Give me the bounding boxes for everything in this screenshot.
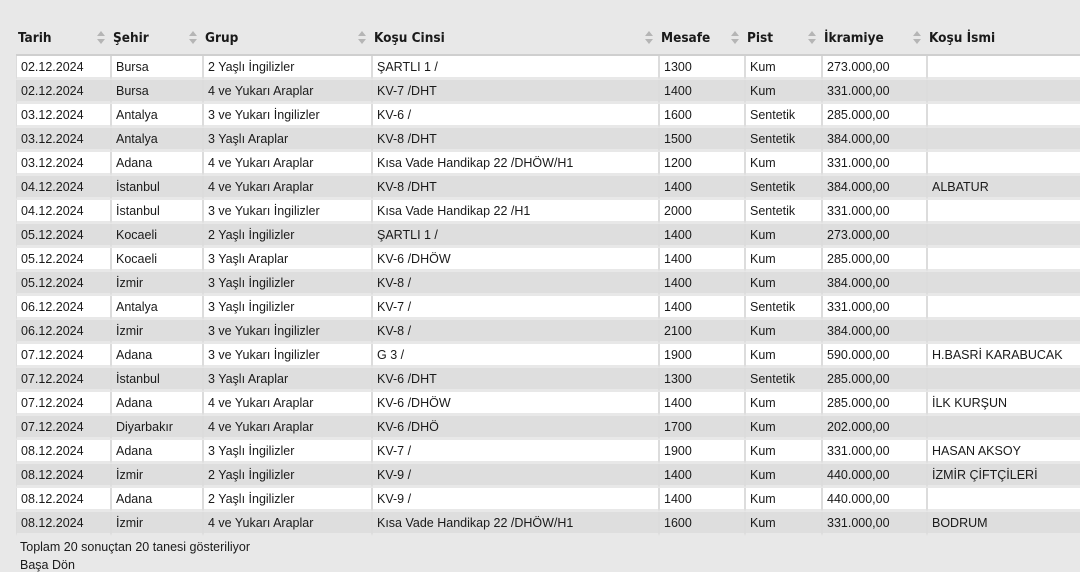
cell-city: Kocaeli xyxy=(111,248,203,272)
cell-group: 2 Yaşlı İngilizler xyxy=(203,56,372,80)
table-row xyxy=(16,512,1080,536)
cell-type: KV-8 / xyxy=(372,272,659,296)
sort-arrows-icon[interactable] xyxy=(97,31,105,45)
sort-arrows-icon[interactable] xyxy=(645,31,653,45)
table-row xyxy=(16,464,1080,488)
cell-track: Sentetik xyxy=(745,176,822,200)
cell-group: 3 Yaşlı Araplar xyxy=(203,248,372,272)
table-row xyxy=(16,128,1080,152)
cell-name xyxy=(927,296,1080,320)
cell-track: Kum xyxy=(745,488,822,512)
column-header-type[interactable] xyxy=(372,22,659,56)
table-row xyxy=(16,344,1080,368)
cell-distance: 2000 xyxy=(659,200,745,224)
cell-date: 05.12.2024 xyxy=(16,248,111,272)
cell-prize: 331.000,00 xyxy=(822,296,927,320)
column-header-city[interactable] xyxy=(111,22,203,56)
cell-distance: 1500 xyxy=(659,128,745,152)
cell-group: 4 ve Yukarı Araplar xyxy=(203,512,372,536)
cell-track: Kum xyxy=(745,344,822,368)
table-row xyxy=(16,368,1080,392)
table-row xyxy=(16,488,1080,512)
table-row xyxy=(16,248,1080,272)
cell-name: ALBATUR xyxy=(927,176,1080,200)
cell-group: 3 ve Yukarı İngilizler xyxy=(203,104,372,128)
cell-group: 4 ve Yukarı Araplar xyxy=(203,392,372,416)
cell-name xyxy=(927,200,1080,224)
column-header-label: İkramiye xyxy=(824,30,884,46)
cell-prize: 285.000,00 xyxy=(822,104,927,128)
column-header-distance[interactable] xyxy=(659,22,745,56)
cell-name xyxy=(927,416,1080,440)
cell-prize: 331.000,00 xyxy=(822,152,927,176)
cell-distance: 1700 xyxy=(659,416,745,440)
cell-date: 08.12.2024 xyxy=(16,488,111,512)
cell-type: KV-6 /DHÖW xyxy=(372,248,659,272)
cell-city: Adana xyxy=(111,344,203,368)
cell-date: 08.12.2024 xyxy=(16,512,111,536)
results-table xyxy=(16,22,1080,536)
cell-track: Sentetik xyxy=(745,200,822,224)
table-row xyxy=(16,80,1080,104)
cell-prize: 384.000,00 xyxy=(822,176,927,200)
cell-track: Sentetik xyxy=(745,104,822,128)
cell-group: 4 ve Yukarı Araplar xyxy=(203,416,372,440)
cell-prize: 384.000,00 xyxy=(822,272,927,296)
cell-group: 4 ve Yukarı Araplar xyxy=(203,176,372,200)
cell-prize: 384.000,00 xyxy=(822,320,927,344)
cell-date: 07.12.2024 xyxy=(16,368,111,392)
cell-group: 3 Yaşlı İngilizler xyxy=(203,272,372,296)
cell-track: Kum xyxy=(745,440,822,464)
cell-group: 2 Yaşlı İngilizler xyxy=(203,224,372,248)
cell-prize: 273.000,00 xyxy=(822,224,927,248)
cell-distance: 1400 xyxy=(659,488,745,512)
cell-distance: 1200 xyxy=(659,152,745,176)
sort-arrows-icon[interactable] xyxy=(731,31,739,45)
cell-city: Diyarbakır xyxy=(111,416,203,440)
cell-prize: 285.000,00 xyxy=(822,248,927,272)
cell-date: 08.12.2024 xyxy=(16,464,111,488)
cell-group: 3 Yaşlı Araplar xyxy=(203,128,372,152)
cell-date: 05.12.2024 xyxy=(16,224,111,248)
cell-date: 07.12.2024 xyxy=(16,344,111,368)
cell-name xyxy=(927,320,1080,344)
table-header xyxy=(16,22,1080,56)
cell-name xyxy=(927,248,1080,272)
cell-group: 3 Yaşlı İngilizler xyxy=(203,440,372,464)
cell-date: 04.12.2024 xyxy=(16,200,111,224)
cell-city: Bursa xyxy=(111,56,203,80)
cell-distance: 1400 xyxy=(659,392,745,416)
cell-type: Kısa Vade Handikap 22 /H1 xyxy=(372,200,659,224)
cell-type: KV-9 / xyxy=(372,488,659,512)
cell-name xyxy=(927,128,1080,152)
column-header-group[interactable] xyxy=(203,22,372,56)
cell-name xyxy=(927,152,1080,176)
results-info: Toplam 20 sonuçtan 20 tanesi gösteriliyor xyxy=(20,540,250,554)
cell-track: Kum xyxy=(745,416,822,440)
cell-date: 02.12.2024 xyxy=(16,80,111,104)
cell-distance: 1400 xyxy=(659,464,745,488)
cell-type: Kısa Vade Handikap 22 /DHÖW/H1 xyxy=(372,152,659,176)
cell-type: KV-8 /DHT xyxy=(372,176,659,200)
back-to-top-link[interactable]: Başa Dön xyxy=(20,558,75,572)
table-row xyxy=(16,224,1080,248)
cell-city: Antalya xyxy=(111,296,203,320)
cell-prize: 440.000,00 xyxy=(822,488,927,512)
cell-date: 06.12.2024 xyxy=(16,320,111,344)
cell-name: İZMİR ÇİFTÇİLERİ xyxy=(927,464,1080,488)
cell-track: Kum xyxy=(745,80,822,104)
cell-prize: 331.000,00 xyxy=(822,512,927,536)
column-header-label: Mesafe xyxy=(661,30,711,46)
sort-arrows-icon[interactable] xyxy=(808,31,816,45)
cell-name xyxy=(927,104,1080,128)
sort-arrows-icon[interactable] xyxy=(189,31,197,45)
table-row xyxy=(16,416,1080,440)
cell-group: 3 Yaşlı Araplar xyxy=(203,368,372,392)
cell-name xyxy=(927,56,1080,80)
cell-date: 03.12.2024 xyxy=(16,104,111,128)
cell-distance: 1400 xyxy=(659,272,745,296)
cell-date: 07.12.2024 xyxy=(16,416,111,440)
column-header-date[interactable] xyxy=(16,22,111,56)
table-row xyxy=(16,392,1080,416)
cell-date: 05.12.2024 xyxy=(16,272,111,296)
cell-group: 2 Yaşlı İngilizler xyxy=(203,488,372,512)
cell-city: İstanbul xyxy=(111,200,203,224)
cell-prize: 331.000,00 xyxy=(822,440,927,464)
cell-name xyxy=(927,488,1080,512)
cell-distance: 1900 xyxy=(659,440,745,464)
table-row xyxy=(16,152,1080,176)
cell-name: İLK KURŞUN xyxy=(927,392,1080,416)
cell-type: KV-7 / xyxy=(372,296,659,320)
cell-group: 3 ve Yukarı İngilizler xyxy=(203,320,372,344)
column-header-label: Pist xyxy=(747,30,774,46)
column-header-prize[interactable] xyxy=(822,22,927,56)
cell-distance: 1300 xyxy=(659,368,745,392)
cell-group: 3 ve Yukarı İngilizler xyxy=(203,344,372,368)
cell-city: İstanbul xyxy=(111,368,203,392)
column-header-label: Şehir xyxy=(113,30,149,46)
table-row xyxy=(16,200,1080,224)
cell-type: ŞARTLI 1 / xyxy=(372,224,659,248)
cell-date: 08.12.2024 xyxy=(16,440,111,464)
table-row xyxy=(16,272,1080,296)
cell-type: KV-8 /DHT xyxy=(372,128,659,152)
cell-distance: 1400 xyxy=(659,296,745,320)
cell-track: Kum xyxy=(745,272,822,296)
cell-type: KV-6 /DHT xyxy=(372,368,659,392)
cell-distance: 1300 xyxy=(659,56,745,80)
cell-date: 03.12.2024 xyxy=(16,152,111,176)
cell-name xyxy=(927,80,1080,104)
cell-type: Kısa Vade Handikap 22 /DHÖW/H1 xyxy=(372,512,659,536)
cell-name: BODRUM xyxy=(927,512,1080,536)
cell-name: HASAN AKSOY xyxy=(927,440,1080,464)
cell-type: KV-7 /DHT xyxy=(372,80,659,104)
table-row xyxy=(16,440,1080,464)
cell-prize: 273.000,00 xyxy=(822,56,927,80)
cell-track: Kum xyxy=(745,152,822,176)
cell-group: 3 Yaşlı İngilizler xyxy=(203,296,372,320)
cell-prize: 285.000,00 xyxy=(822,392,927,416)
cell-distance: 1900 xyxy=(659,344,745,368)
cell-type: KV-6 /DHÖ xyxy=(372,416,659,440)
cell-city: Bursa xyxy=(111,80,203,104)
cell-prize: 384.000,00 xyxy=(822,128,927,152)
column-header-label: Grup xyxy=(205,30,239,46)
cell-city: Antalya xyxy=(111,104,203,128)
table-row xyxy=(16,104,1080,128)
cell-track: Kum xyxy=(745,320,822,344)
cell-type: ŞARTLI 1 / xyxy=(372,56,659,80)
cell-distance: 1600 xyxy=(659,512,745,536)
cell-type: KV-8 / xyxy=(372,320,659,344)
cell-city: İzmir xyxy=(111,320,203,344)
cell-track: Sentetik xyxy=(745,296,822,320)
column-header-label: Koşu İsmi xyxy=(929,30,996,46)
cell-distance: 1400 xyxy=(659,176,745,200)
cell-city: İzmir xyxy=(111,512,203,536)
cell-name xyxy=(927,224,1080,248)
cell-track: Kum xyxy=(745,56,822,80)
cell-city: İstanbul xyxy=(111,176,203,200)
cell-date: 04.12.2024 xyxy=(16,176,111,200)
cell-prize: 202.000,00 xyxy=(822,416,927,440)
cell-distance: 2100 xyxy=(659,320,745,344)
cell-group: 4 ve Yukarı Araplar xyxy=(203,152,372,176)
cell-track: Kum xyxy=(745,224,822,248)
cell-track: Kum xyxy=(745,464,822,488)
cell-distance: 1400 xyxy=(659,224,745,248)
table-row xyxy=(16,320,1080,344)
table-body xyxy=(16,56,1080,536)
sort-arrows-icon[interactable] xyxy=(358,31,366,45)
column-header-label: Koşu Cinsi xyxy=(374,30,445,46)
cell-city: Adana xyxy=(111,440,203,464)
cell-city: Antalya xyxy=(111,128,203,152)
cell-date: 06.12.2024 xyxy=(16,296,111,320)
cell-type: KV-6 /DHÖW xyxy=(372,392,659,416)
cell-type: KV-9 / xyxy=(372,464,659,488)
sort-arrows-icon[interactable] xyxy=(913,31,921,45)
cell-date: 07.12.2024 xyxy=(16,392,111,416)
cell-type: KV-7 / xyxy=(372,440,659,464)
cell-track: Kum xyxy=(745,248,822,272)
cell-city: İzmir xyxy=(111,272,203,296)
column-header-track[interactable] xyxy=(745,22,822,56)
cell-group: 4 ve Yukarı Araplar xyxy=(203,80,372,104)
cell-city: Adana xyxy=(111,488,203,512)
cell-date: 02.12.2024 xyxy=(16,56,111,80)
cell-prize: 331.000,00 xyxy=(822,80,927,104)
cell-city: Adana xyxy=(111,152,203,176)
table-row xyxy=(16,56,1080,80)
cell-distance: 1400 xyxy=(659,80,745,104)
cell-name: H.BASRİ KARABUCAK xyxy=(927,344,1080,368)
column-header-name xyxy=(927,22,1080,56)
cell-group: 2 Yaşlı İngilizler xyxy=(203,464,372,488)
cell-date: 03.12.2024 xyxy=(16,128,111,152)
cell-type: KV-6 / xyxy=(372,104,659,128)
cell-track: Sentetik xyxy=(745,368,822,392)
cell-type: G 3 / xyxy=(372,344,659,368)
cell-distance: 1400 xyxy=(659,248,745,272)
cell-city: Adana xyxy=(111,392,203,416)
cell-prize: 440.000,00 xyxy=(822,464,927,488)
cell-prize: 590.000,00 xyxy=(822,344,927,368)
cell-city: İzmir xyxy=(111,464,203,488)
cell-name xyxy=(927,368,1080,392)
cell-track: Sentetik xyxy=(745,128,822,152)
cell-track: Kum xyxy=(745,512,822,536)
cell-prize: 331.000,00 xyxy=(822,200,927,224)
cell-city: Kocaeli xyxy=(111,224,203,248)
column-header-label: Tarih xyxy=(18,30,52,46)
table-row xyxy=(16,296,1080,320)
cell-distance: 1600 xyxy=(659,104,745,128)
cell-name xyxy=(927,272,1080,296)
cell-track: Kum xyxy=(745,392,822,416)
table-row xyxy=(16,176,1080,200)
cell-prize: 285.000,00 xyxy=(822,368,927,392)
cell-group: 3 ve Yukarı İngilizler xyxy=(203,200,372,224)
